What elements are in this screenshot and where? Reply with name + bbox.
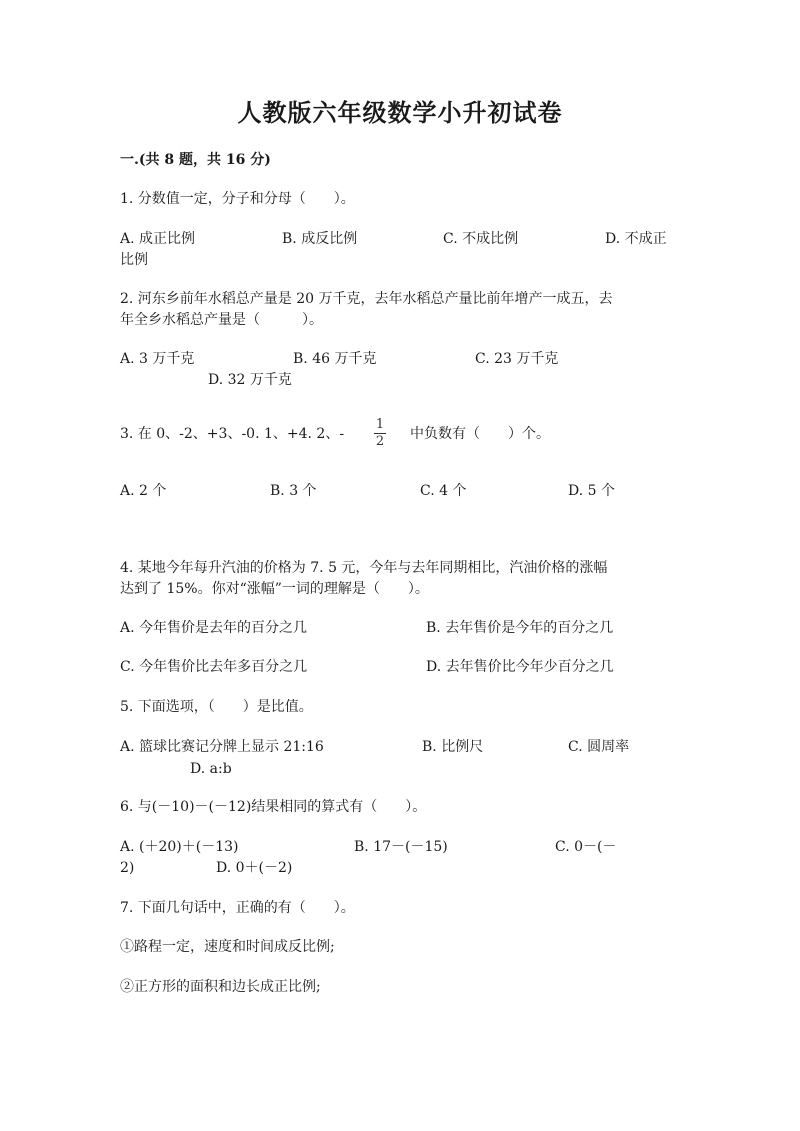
question-stem: 7. 下面几句话中，正确的有（ ）。 [120,900,355,916]
question-stem-part2: 中负数有（ ）个。 [410,426,550,442]
option-a: A. 2 个 [120,483,167,499]
option-c: C. 不成比例 [443,231,519,247]
option-b: B. 46 万千克 [293,351,377,367]
statement-2: ②正方形的面积和边长成正比例; [120,979,321,995]
question-stem-line2: 达到了 15%。你对“涨幅”一词的理解是（ ）。 [120,581,429,597]
option-d: D. 0＋(－2) [216,860,293,876]
question-stem: 5. 下面选项，（ ）是比值。 [120,699,313,715]
option-c: C. 0－(－ [555,839,617,855]
option-c-wrap: 2) [120,860,135,876]
option-d: D. 不成正 [605,231,667,247]
fraction-denominator: 2 [375,434,385,449]
option-c: C. 圆周率 [568,739,630,755]
option-a: A. (＋20)＋(－13) [120,839,239,855]
option-d: D. a:b [190,761,232,777]
option-a: A. 今年售价是去年的百分之几 [120,620,308,636]
option-d: D. 5 个 [568,483,615,499]
option-b: B. 去年售价是今年的百分之几 [426,620,614,636]
option-a: A. 3 万千克 [120,351,195,367]
question-stem-part1: 3. 在 0、-2、+3、-0. 1、+4. 2、- [120,426,345,442]
option-d: D. 去年售价比今年少百分之几 [426,659,614,675]
page-title: 人教版六年级数学小升初试卷 [237,98,563,127]
option-a: A. 篮球比赛记分牌上显示 21:16 [120,739,324,755]
option-c: C. 今年售价比去年多百分之几 [120,659,308,675]
section-heading: 一.(共 8 题，共 16 分) [120,152,271,168]
fraction [372,418,388,449]
option-d-wrap: 比例 [120,252,148,268]
question-stem: 1. 分数值一定，分子和分母（ ）。 [120,191,355,207]
option-b: B. 比例尺 [422,739,484,755]
option-c: C. 23 万千克 [475,351,559,367]
statement-1: ①路程一定，速度和时间成反比例; [120,939,335,955]
option-b: B. 17－(－15) [354,839,448,855]
option-d: D. 32 万千克 [208,372,292,388]
question-stem-line1: 4. 某地今年每升汽油的价格为 7. 5 元，今年与去年同期相比，汽油价格的涨幅 [120,560,608,576]
question-stem: 6. 与(－10)－(－12)结果相同的算式有（ ）。 [120,799,427,815]
option-c: C. 4 个 [420,483,467,499]
option-a: A. 成正比例 [120,231,196,247]
option-b: B. 成反比例 [282,231,358,247]
question-stem-line2: 年全乡水稻总产量是（ ）。 [120,312,323,328]
question-stem-line1: 2. 河东乡前年水稻总产量是 20 万千克，去年水稻总产量比前年增产一成五，去 [120,291,613,307]
option-b: B. 3 个 [270,483,317,499]
fraction-numerator: 1 [375,417,385,432]
